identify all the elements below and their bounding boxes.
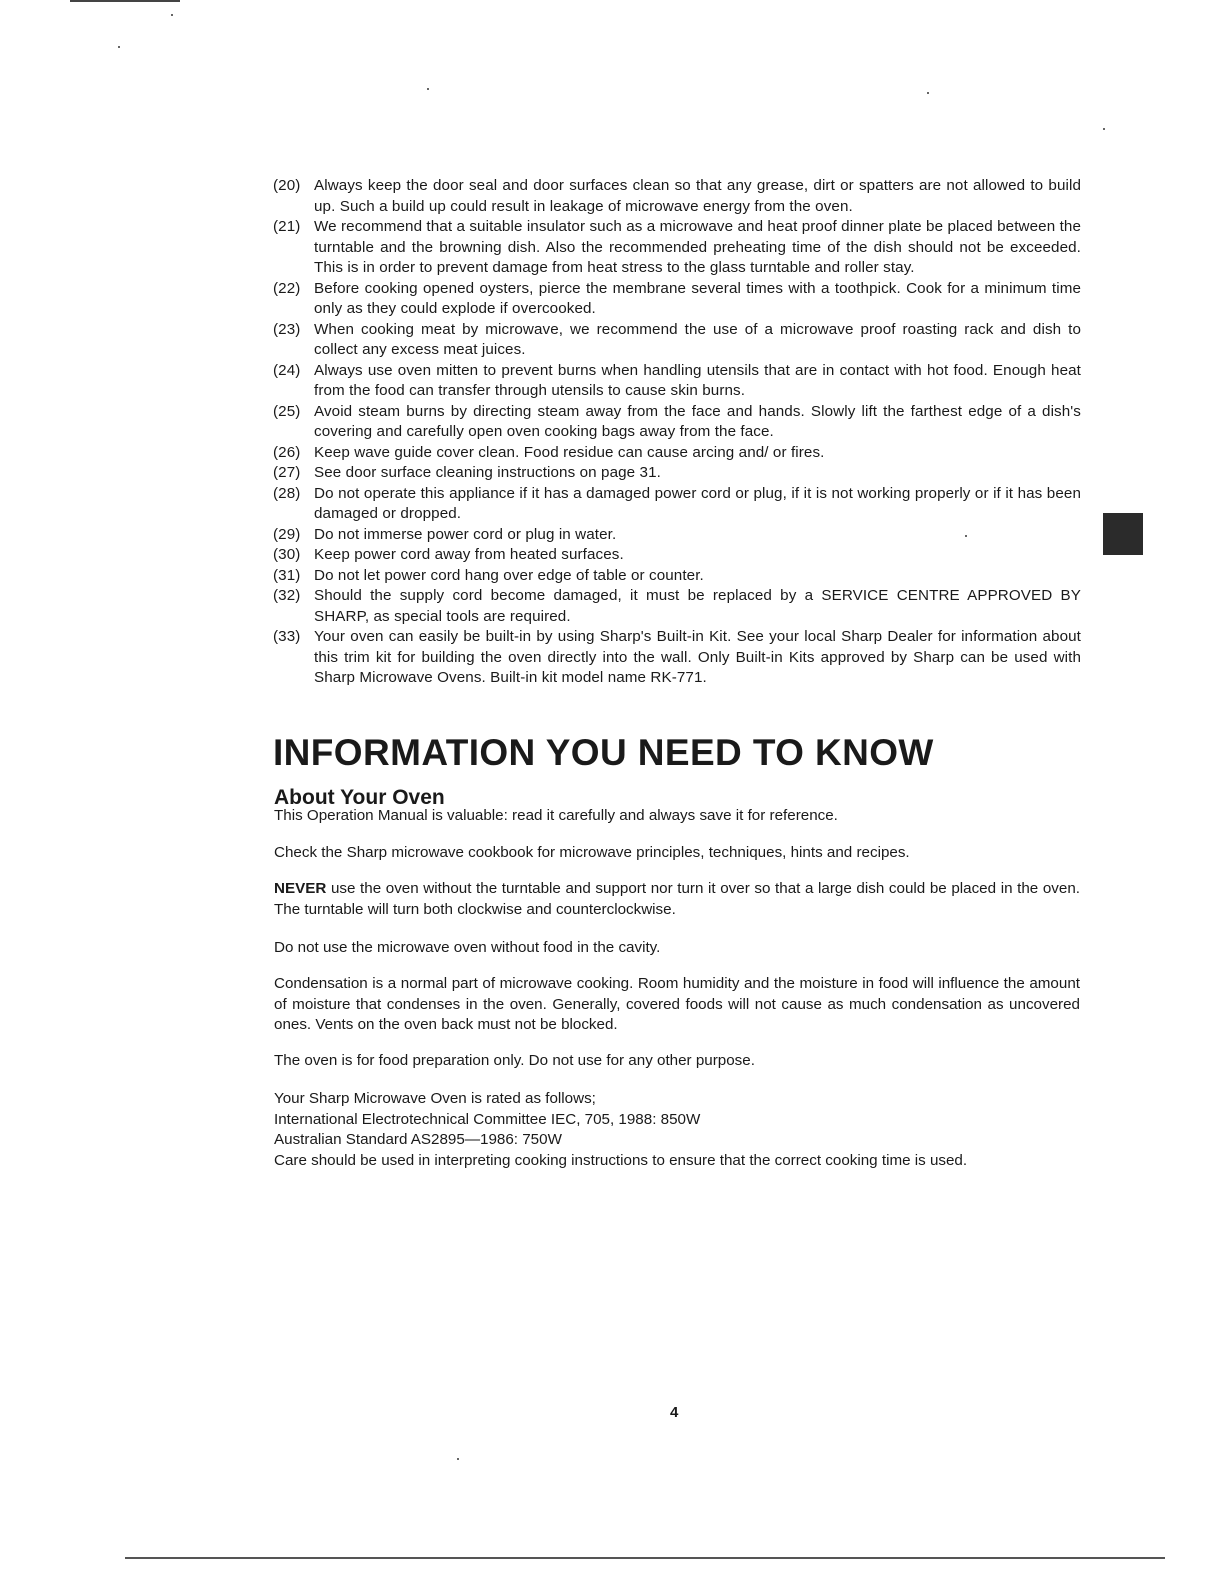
item-text: Do not let power cord hang over edge of table or counter.: [314, 566, 704, 584]
item-number: (21): [273, 218, 301, 235]
scan-speck: [1103, 128, 1105, 130]
scan-speck: [457, 1458, 459, 1460]
item-text: Before cooking opened oysters, pierce the membrane several times with a toothpick. Cook for a minimum time only as they could explode if overcooked.: [314, 279, 1081, 317]
list-item: [273, 545, 1081, 566]
item-text: Do not operate this appliance if it has a damaged power cord or plug, if it is not working properly or if it has been damaged or dropped.: [314, 484, 1081, 522]
page-number: 4: [670, 1404, 679, 1421]
list-item: [273, 320, 1081, 361]
item-text: When cooking meat by microwave, we recommend the use of a microwave proof roasting rack and dish to collect any excess meat juices.: [314, 320, 1081, 358]
item-text: Always keep the door seal and door surfaces clean so that any grease, dirt or spatters are not allowed to build up. Such a build up could result in leakage of microwave energy from the oven.: [314, 177, 1081, 215]
manual-paragraph: This Operation Manual is valuable: read it carefully and always save it for reference.: [274, 807, 838, 824]
item-number: (20): [273, 177, 301, 194]
item-text: Keep wave guide cover clean. Food residue can cause arcing and/ or fires.: [314, 443, 825, 461]
item-number: (31): [273, 566, 301, 584]
list-item: [273, 463, 1081, 484]
item-text: Always use oven mitten to prevent burns when handling utensils that are in contact with hot food. Enough heat from the food can transfer through utensils to cause skin burns.: [314, 361, 1081, 399]
scan-speck: [965, 535, 967, 537]
list-item: [273, 217, 1081, 279]
subsection-heading: About Your Oven: [274, 786, 445, 809]
item-text: Keep power cord away from heated surfaces.: [314, 546, 624, 563]
list-item: [273, 586, 1081, 627]
list-item: [273, 627, 1081, 689]
item-number: (29): [273, 525, 301, 543]
list-item: [273, 566, 1081, 587]
item-text: Your oven can easily be built-in by using Sharp's Built-in Kit. See your local Sharp Dealer for information about this trim kit for building the oven directly into the wall. Only Built-in Kits approved by Sharp can be used with Sharp Microwave Ovens. Built-in kit model name RK-771.: [314, 628, 1081, 686]
safety-instructions-list: [273, 176, 1081, 689]
turntable-paragraph: [274, 879, 1080, 920]
item-number: (32): [273, 587, 301, 604]
item-number: (24): [273, 361, 301, 379]
list-item: [273, 525, 1081, 546]
item-number: (23): [273, 320, 301, 338]
list-item: [273, 176, 1081, 217]
rating-iec: International Electrotechnical Committee IEC, 705, 1988: 850W: [274, 1110, 701, 1128]
item-text: We recommend that a suitable insulator such as a microwave and heat proof dinner plate be placed between the turntable and the browning dish. Also the recommended preheating time of the dish should not be exceeded. This is in order to prevent damage from heat stress to the glass turntable and roller stay.: [314, 218, 1081, 276]
item-number: (22): [273, 279, 301, 297]
item-number: (26): [273, 443, 301, 461]
list-item: [273, 402, 1081, 443]
item-number: (33): [273, 628, 301, 645]
rating-care-note: Care should be used in interpreting cooking instructions to ensure that the correct cooking time is used.: [274, 1151, 968, 1169]
item-text: Do not immerse power cord or plug in water.: [314, 525, 617, 543]
rating-intro: Your Sharp Microwave Oven is rated as follows;: [274, 1090, 596, 1107]
rating-australian-standard: Australian Standard AS2895—1986: 750W: [274, 1131, 562, 1148]
item-number: (28): [273, 484, 301, 502]
scan-speck: [171, 14, 173, 16]
scan-speck: [118, 46, 120, 48]
item-number: (25): [273, 402, 301, 420]
scan-speck: [427, 88, 429, 90]
condensation-paragraph: Condensation is a normal part of microwave cooking. Room humidity and the moisture in food will influence the amount of moisture that condenses in the oven. Generally, covered foods will not cause as much condensation as uncovered ones. Vents on the oven back must not be blocked.: [274, 975, 1080, 1033]
never-emphasis: NEVER: [274, 880, 327, 897]
list-item: [273, 484, 1081, 525]
scan-edge-line: [70, 0, 180, 2]
cookbook-paragraph: Check the Sharp microwave cookbook for microwave principles, techniques, hints and recipes.: [274, 844, 910, 861]
list-item: [273, 443, 1081, 464]
scan-bottom-line: [125, 1557, 1165, 1559]
list-item: [273, 361, 1081, 402]
rating-block: [274, 1089, 1080, 1171]
item-text: Avoid steam burns by directing steam away from the face and hands. Slowly lift the farthest edge of a dish's covering and carefully open oven cooking bags away from the face.: [314, 402, 1081, 440]
turntable-text: use the oven without the turntable and support nor turn it over so that a large dish could be placed in the oven. The turntable will turn both clockwise and counterclockwise.: [274, 880, 1080, 918]
item-text: See door surface cleaning instructions on page 31.: [314, 464, 661, 481]
scan-speck: [927, 92, 929, 94]
item-text: Should the supply cord become damaged, it must be replaced by a SERVICE CENTRE APPROVED BY SHARP, as special tools are required.: [314, 587, 1081, 625]
section-heading: INFORMATION YOU NEED TO KNOW: [273, 732, 934, 773]
purpose-paragraph: The oven is for food preparation only. Do not use for any other purpose.: [274, 1052, 755, 1069]
item-number: (27): [273, 464, 301, 481]
item-number: (30): [273, 546, 301, 563]
list-item: [273, 279, 1081, 320]
section-edge-tab: [1103, 513, 1143, 555]
empty-cavity-paragraph: Do not use the microwave oven without food in the cavity.: [274, 939, 661, 956]
